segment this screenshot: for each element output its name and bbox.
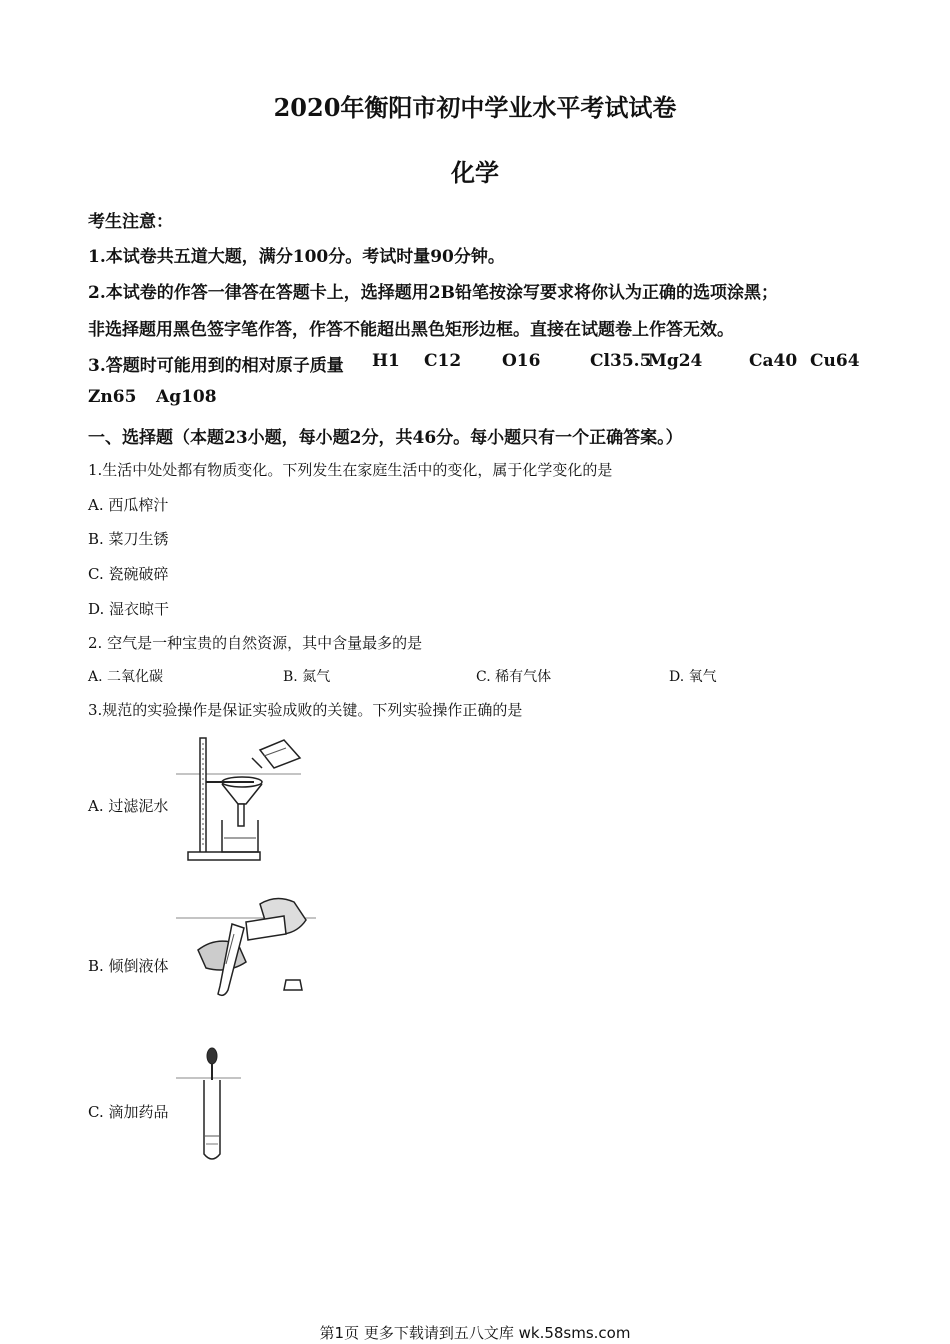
question-3-stem: 3.规范的实验操作是保证实验成败的关键。下列实验操作正确的是 — [88, 701, 523, 719]
notice-line-2a: 2.本试卷的作答一律答在答题卡上，选择题用2B铅笔按涂写要求将你认为正确的选项涂黑； — [88, 283, 778, 303]
notice-label: 考生注意： — [88, 212, 173, 232]
mass-cl: Cl35.5 — [590, 351, 652, 371]
notice-line-3 — [88, 351, 344, 376]
mass-o: O16 — [502, 351, 541, 371]
mass-mg: Mg24 — [648, 351, 703, 371]
page-title: 2020年衡阳市初中学业水平考试试卷 — [273, 93, 677, 122]
mass-cu: Cu64 — [810, 351, 860, 371]
q1-option-c: C. 瓷碗破碎 — [88, 565, 169, 583]
atomic-mass-prefix: 3.答题时可能用到的相对原子质量 — [88, 356, 344, 376]
mass-c: C12 — [424, 351, 462, 371]
question-2-stem: 2. 空气是一种宝贵的自然资源，其中含量最多的是 — [88, 634, 423, 652]
pouring-liquid-image — [176, 894, 316, 1009]
q3-option-b: B. 倾倒液体 — [88, 957, 169, 975]
notice-line-1: 1.本试卷共五道大题，满分100分。考试时量90分钟。 — [88, 247, 505, 267]
q3-option-a: A. 过滤泥水 — [88, 797, 169, 815]
mass-zn: Zn65 — [88, 387, 137, 407]
filtration-apparatus-image — [176, 728, 311, 863]
q1-option-b: B. 菜刀生锈 — [88, 530, 169, 548]
mass-ca: Ca40 — [749, 351, 798, 371]
question-1-stem: 1.生活中处处都有物质变化。下列发生在家庭生活中的变化，属于化学变化的是 — [88, 461, 613, 479]
q2-option-a: A. 二氧化碳 — [88, 669, 164, 685]
q1-option-d: D. 湿衣晾干 — [88, 600, 170, 618]
page-footer: 第1页 更多下载请到五八文库 wk.58sms.com — [319, 1324, 631, 1342]
q1-option-a: A. 西瓜榨汁 — [88, 496, 169, 514]
q2-option-c: C. 稀有气体 — [476, 669, 552, 685]
notice-line-2b: 非选择题用黑色签字笔作答，作答不能超出黑色矩形边框。直接在试题卷上作答无效。 — [88, 320, 734, 340]
q2-option-b: B. 氮气 — [283, 669, 331, 685]
q3-option-c: C. 滴加药品 — [88, 1103, 169, 1121]
mass-ag: Ag108 — [156, 387, 217, 407]
mass-h: H1 — [372, 351, 400, 371]
q2-option-d: D. 氧气 — [669, 669, 717, 685]
subject-title: 化学 — [451, 158, 499, 187]
section-heading: 一、选择题（本题23小题，每小题2分，共46分。每小题只有一个正确答案。） — [88, 428, 683, 448]
adding-drops-image — [176, 1046, 241, 1166]
